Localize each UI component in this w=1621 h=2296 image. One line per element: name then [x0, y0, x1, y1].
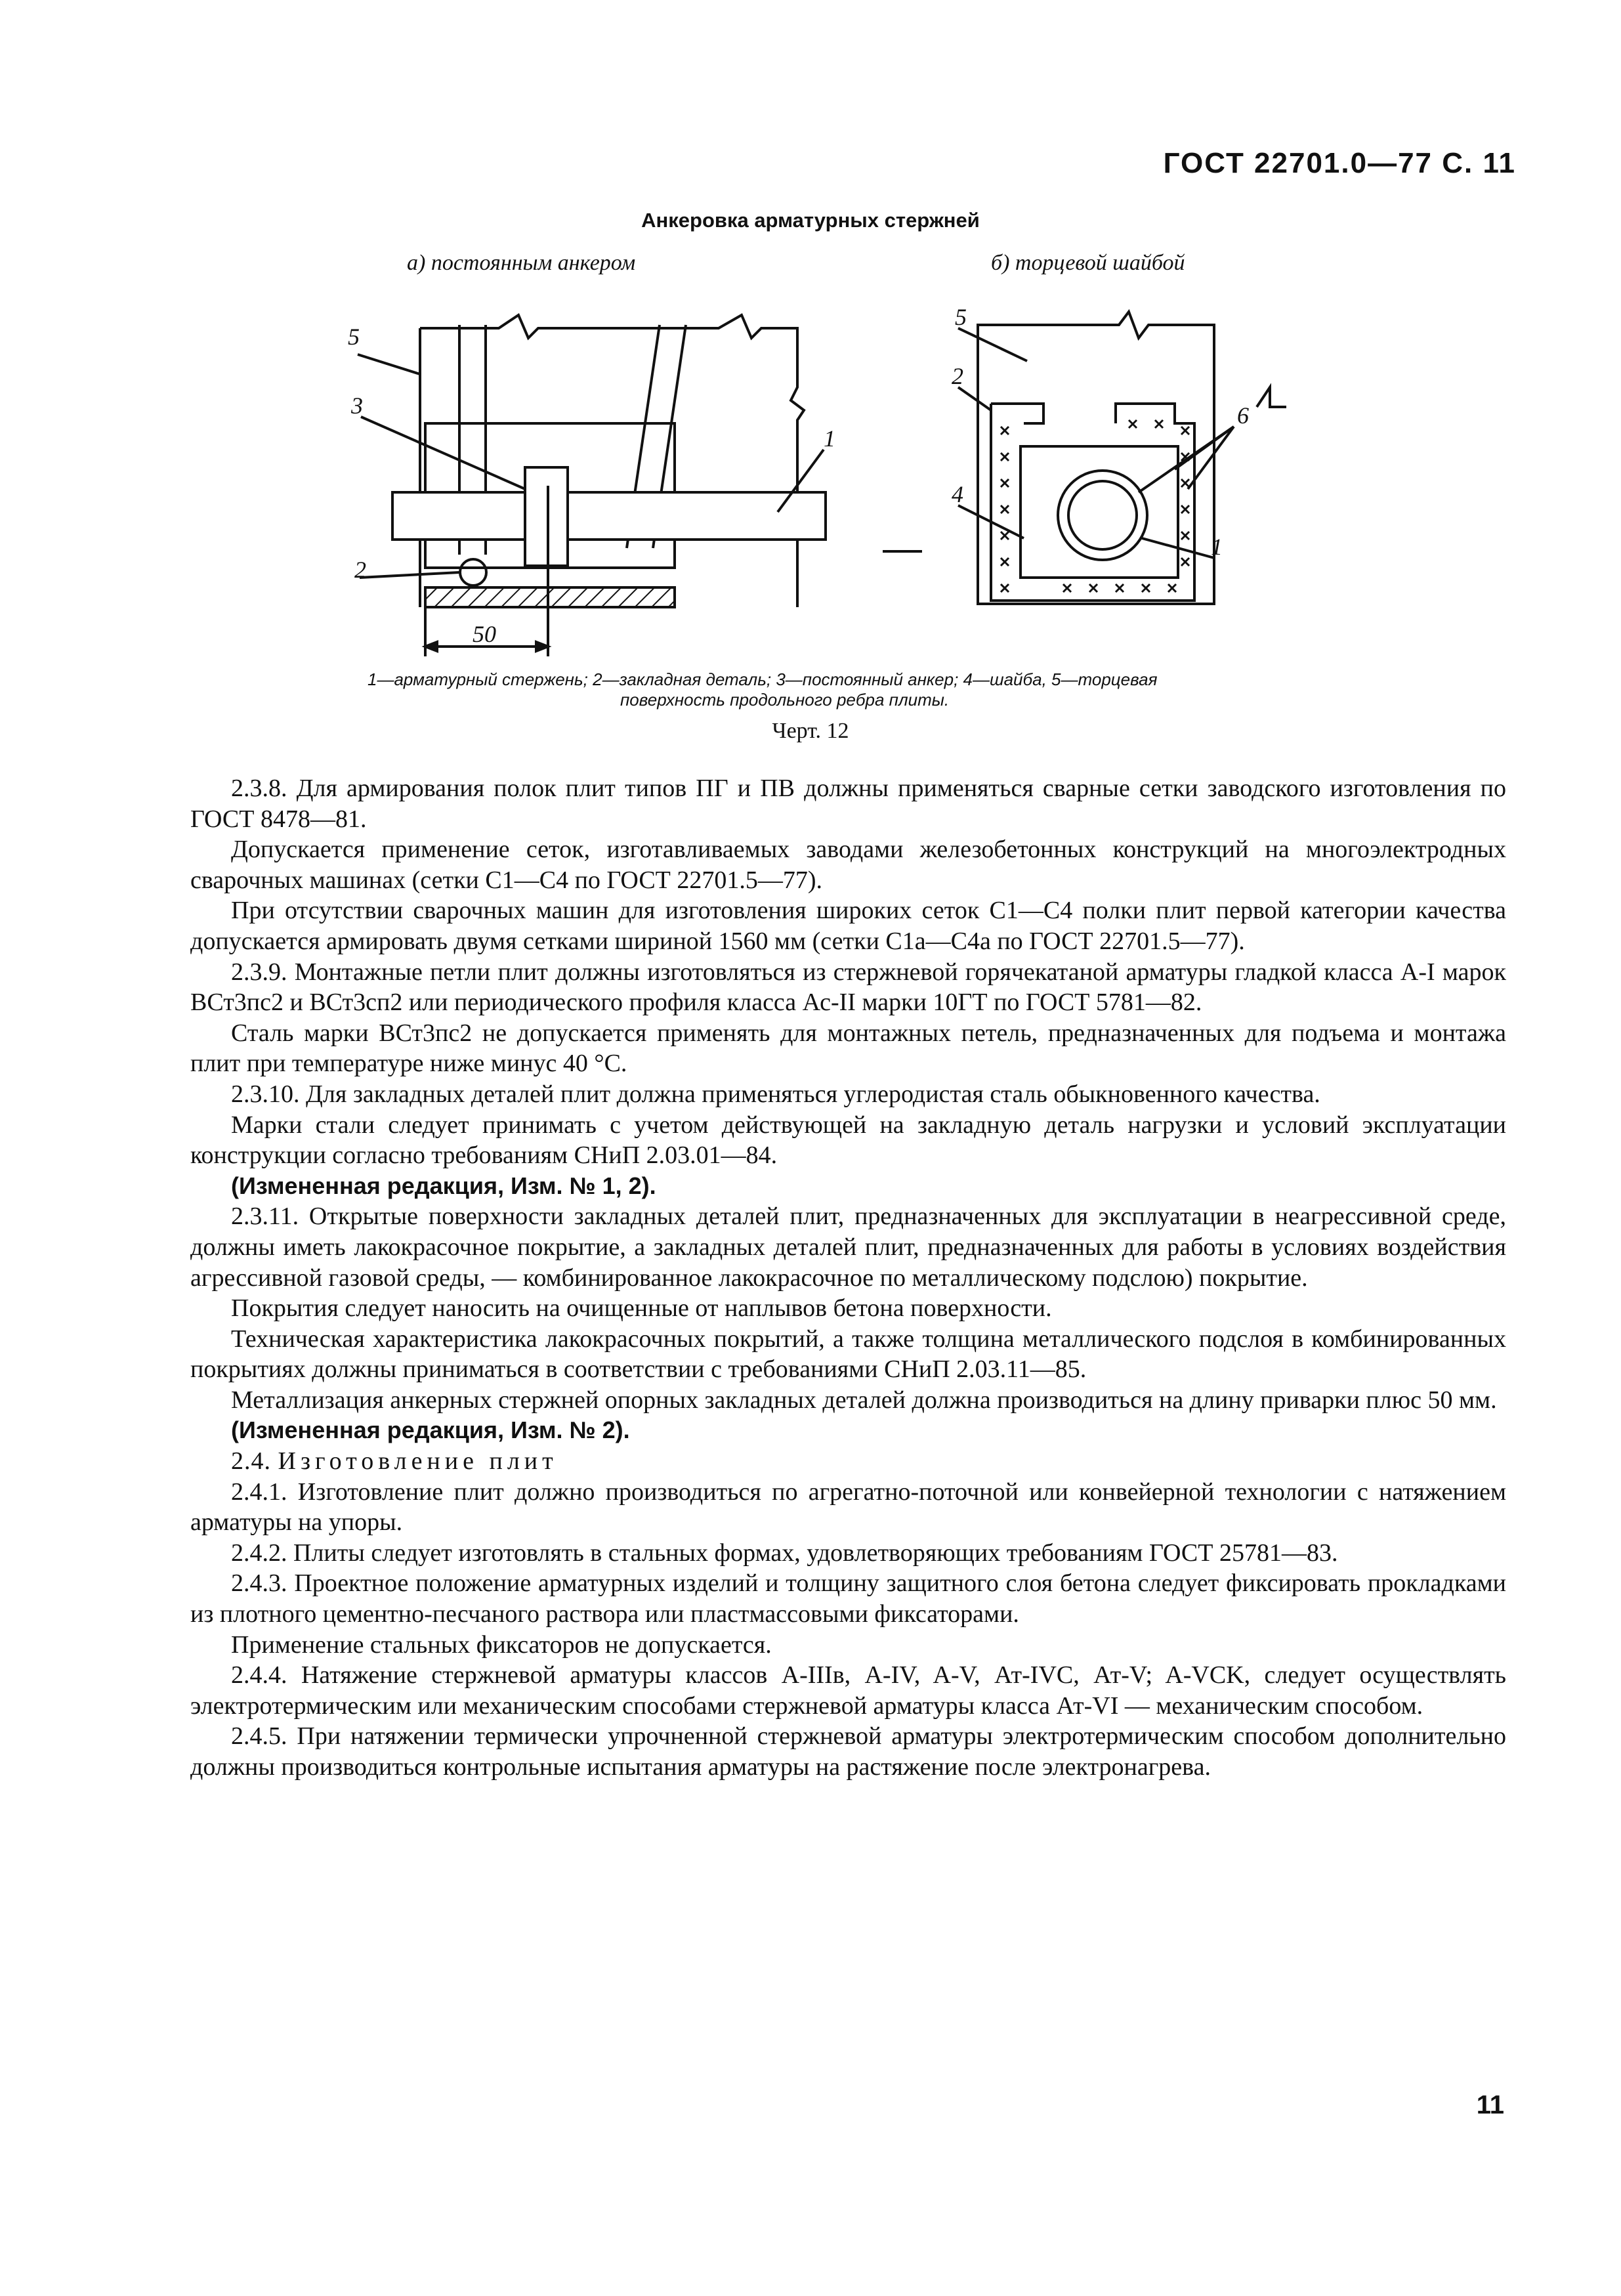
figure-subtitle-b: б) торцевой шайбой: [991, 251, 1185, 275]
label-b1: 1: [1211, 534, 1223, 560]
paragraph: Сталь марки ВСт3пс2 не допускается применять для монтажных петель, предназначенных для подъема и монтажа плит при температуре ниже минус 40 °С.: [190, 1019, 1506, 1078]
paragraph: При отсутствии сварочных машин для изготовления широких сеток С1—С4 полки плит первой категории качества допускается армировать двумя сетками шириной 1560 мм (сетки С1а—С4а по ГОСТ 22701.5—77).: [190, 897, 1506, 955]
drawing-b: [958, 312, 1286, 604]
paragraph: Применение стальных фиксаторов не допускается.: [231, 1630, 772, 1659]
paragraph: 2.4.1. Изготовление плит должно производиться по агрегатно-поточной или конвейерной технологии с натяжением арматуры на упоры.: [190, 1478, 1506, 1537]
paragraph: 2.4.4. Натяжение стержневой арматуры классов A-IIIв, A-IV, A-V, Ат-IVC, Ат-V; A-VCK, следует осуществлять электротермическим или механическим способами стержневой арматуры класса Ат-VI — механическим способом.: [190, 1661, 1506, 1720]
page-number: 11: [1476, 2091, 1504, 2119]
legend-line-2: поверхность продольного ребра плиты.: [620, 690, 950, 710]
section-number: 2.4.: [231, 1447, 271, 1476]
figure-title: Анкеровка арматурных стержней: [641, 209, 980, 232]
label-b2: 2: [952, 363, 963, 389]
label-a3: 3: [351, 393, 363, 419]
label-b4: 4: [952, 481, 963, 507]
paragraph: Допускается применение сеток, изготавливаемых заводами железобетонных конструкций на многоэлектродных сварочных машинах (сетки С1—С4 по ГОСТ 22701.5—77).: [190, 836, 1506, 894]
label-a1: 1: [824, 425, 835, 452]
paragraph: Металлизация анкерных стержней опорных закладных деталей должна производиться на длину приварки плюс 50 мм.: [231, 1386, 1497, 1414]
paragraph: 2.4.3. Проектное положение арматурных изделий и толщину защитного слоя бетона следует фиксировать прокладками из плотного цементно-песчаного раствора или пластмассовыми фиксаторами.: [190, 1569, 1506, 1628]
label-a2: 2: [354, 557, 366, 583]
label-a5: 5: [348, 324, 360, 350]
section-title: Изготовление плит: [278, 1447, 558, 1476]
paragraph: 2.4.5. При натяжении термически упрочненной стержневой арматуры электротермическим способом дополнительно должны производиться контрольные испытания арматуры на растяжение после электронагрева.: [190, 1722, 1506, 1781]
paragraph: 2.3.11. Открытые поверхности закладных деталей плит, предназначенных для эксплуатации в неагрессивной среде, должны иметь лакокрасочное покрытие, а закладных деталей плит, предназначенных для работы в условиях воздействия агрессивной газовой среды, — комбинированное лакокрасочное по металлическому подслою) покрытие.: [190, 1202, 1506, 1292]
paragraph: Техническая характеристика лакокрасочных покрытий, а также толщина металлического подслоя в комбинированных покрытиях должны приниматься в соответствии с требованиями СНиП 2.03.11—85.: [190, 1325, 1506, 1384]
label-b5: 5: [955, 304, 967, 330]
page-header: ГОСТ 22701.0—77 С. 11: [1163, 147, 1516, 179]
drawing-a: [358, 315, 922, 656]
amendment-note: (Измененная редакция, Изм. № 1, 2).: [231, 1172, 656, 1199]
paragraph: 2.3.9. Монтажные петли плит должны изготовляться из стержневой горячекатаной арматуры гладкой класса A-I марок ВСт3пс2 и ВСт3сп2 или периодического профиля класса Ас-II марки 10ГТ по ГОСТ 5781—82.: [190, 958, 1506, 1017]
label-b6: 6: [1237, 402, 1249, 429]
label-dim-50: 50: [473, 621, 496, 647]
paragraph: Покрытия следует наносить на очищенные от наплывов бетона поверхности.: [231, 1294, 1052, 1323]
section-heading: [190, 1446, 1506, 1477]
legend-line-1: 1—арматурный стержень; 2—закладная деталь; 3—постоянный анкер; 4—шайба, 5—торцевая: [368, 670, 1158, 689]
paragraph: 2.3.8. Для армирования полок плит типов ПГ и ПВ должны применяться сварные сетки заводского изготовления по ГОСТ 8478—81.: [190, 775, 1506, 833]
amendment-note: (Измененная редакция, Изм. № 2).: [231, 1416, 630, 1444]
figure-subtitle-a: а) постоянным анкером: [407, 251, 636, 275]
body-text: [190, 773, 1506, 1783]
figure-caption: Черт. 12: [772, 719, 849, 743]
paragraph: 2.4.2. Плиты следует изготовлять в стальных формах, удовлетворяющих требованиям ГОСТ 25781—83.: [231, 1539, 1338, 1567]
anchoring-drawing: [0, 289, 1621, 656]
figure-legend: [368, 670, 1286, 710]
paragraph: 2.3.10. Для закладных деталей плит должна применяться углеродистая сталь обыкновенного качества.: [231, 1080, 1320, 1108]
paragraph: Марки стали следует принимать с учетом действующей на закладную деталь нагрузки и условий эксплуатации конструкции согласно требованиям СНиП 2.03.01—84.: [190, 1111, 1506, 1170]
